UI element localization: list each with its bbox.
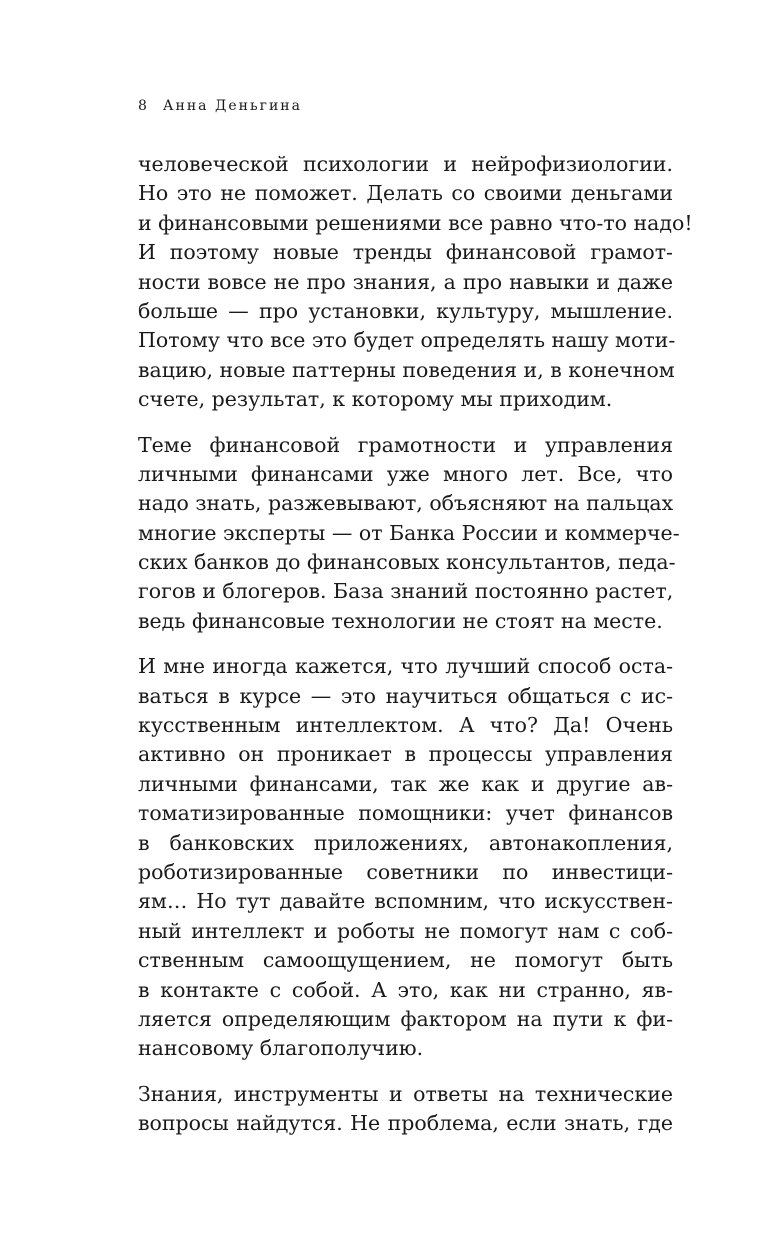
paragraph-3 bbox=[138, 652, 673, 1063]
text-line: Знания, инструменты и ответы на технические bbox=[138, 1081, 673, 1106]
text-line: и финансовыми решениями все равно что-то надо! bbox=[138, 210, 693, 235]
text-line: вацию, новые паттерны поведения и, в конечном bbox=[138, 357, 675, 382]
text-line: Но это не поможет. Делать со своими деньгами bbox=[138, 181, 673, 206]
text-line: счете, результат, к которому мы приходим. bbox=[138, 387, 613, 412]
text-line: ляется определяющим фактором на пути к фи- bbox=[138, 1006, 673, 1031]
running-header bbox=[138, 98, 302, 114]
paragraph-1 bbox=[138, 150, 693, 415]
text-line: ный интеллект и роботы не помогут нам с соб- bbox=[138, 918, 673, 943]
text-line: ности вовсе не про знания, а про навыки и даже bbox=[138, 269, 673, 294]
text-line: человеческой психологии и нейрофизиологии. bbox=[138, 152, 673, 176]
text-line: ских банков до финансовых консультантов, педа- bbox=[138, 550, 676, 575]
text-line: Потому что все это будет определять нашу моти- bbox=[138, 328, 676, 353]
text-line: томатизированные помощники: учет финансов bbox=[138, 801, 673, 826]
text-line: многие эксперты — от Банка России и коммерче- bbox=[138, 520, 680, 545]
text-line: больше — про установки, культуру, мышление. bbox=[138, 298, 673, 323]
author-name: Анна Деньгина bbox=[162, 98, 302, 114]
text-line: ваться в курсе — это научиться общаться с ис- bbox=[138, 683, 673, 708]
text-line: ям… Но тут давайте вспомним, что искусствен- bbox=[138, 889, 673, 914]
text-line: надо знать, разжевывают, объясняют на пальцах bbox=[138, 491, 674, 516]
text-line: кусственным интеллектом. А что? Да! Очень bbox=[138, 713, 673, 738]
text-line: ственным самоощущением, не помогут быть bbox=[138, 948, 673, 973]
text-line: личными финансами, так же как и другие ав- bbox=[138, 771, 673, 796]
text-line: Теме финансовой грамотности и управления bbox=[138, 432, 673, 457]
text-line: гогов и блогеров. База знаний постоянно растет, bbox=[138, 579, 674, 604]
paragraph-4 bbox=[138, 1080, 673, 1139]
text-line: роботизированные советники по инвестици- bbox=[138, 859, 673, 884]
text-line: личными финансами уже много лет. Все, что bbox=[138, 461, 673, 486]
page-number: 8 bbox=[138, 98, 149, 114]
text-line: ведь финансовые технологии не стоят на месте. bbox=[138, 608, 663, 633]
text-line: в контакте с собой. А это, как ни странно, яв- bbox=[138, 977, 673, 1002]
text-line: И мне иногда кажется, что лучший способ оста- bbox=[138, 654, 673, 679]
text-line: нансовому благополучию. bbox=[138, 1036, 424, 1061]
text-line: в банковских приложениях, автонакопления, bbox=[138, 830, 673, 855]
paragraph-2 bbox=[138, 431, 680, 637]
text-line: И поэтому новые тренды финансовой грамот- bbox=[138, 240, 673, 265]
text-line: вопросы найдутся. Не проблема, если знать, где bbox=[138, 1111, 673, 1136]
text-line: активно он проникает в процессы управления bbox=[138, 742, 673, 767]
body-text bbox=[138, 150, 693, 1155]
